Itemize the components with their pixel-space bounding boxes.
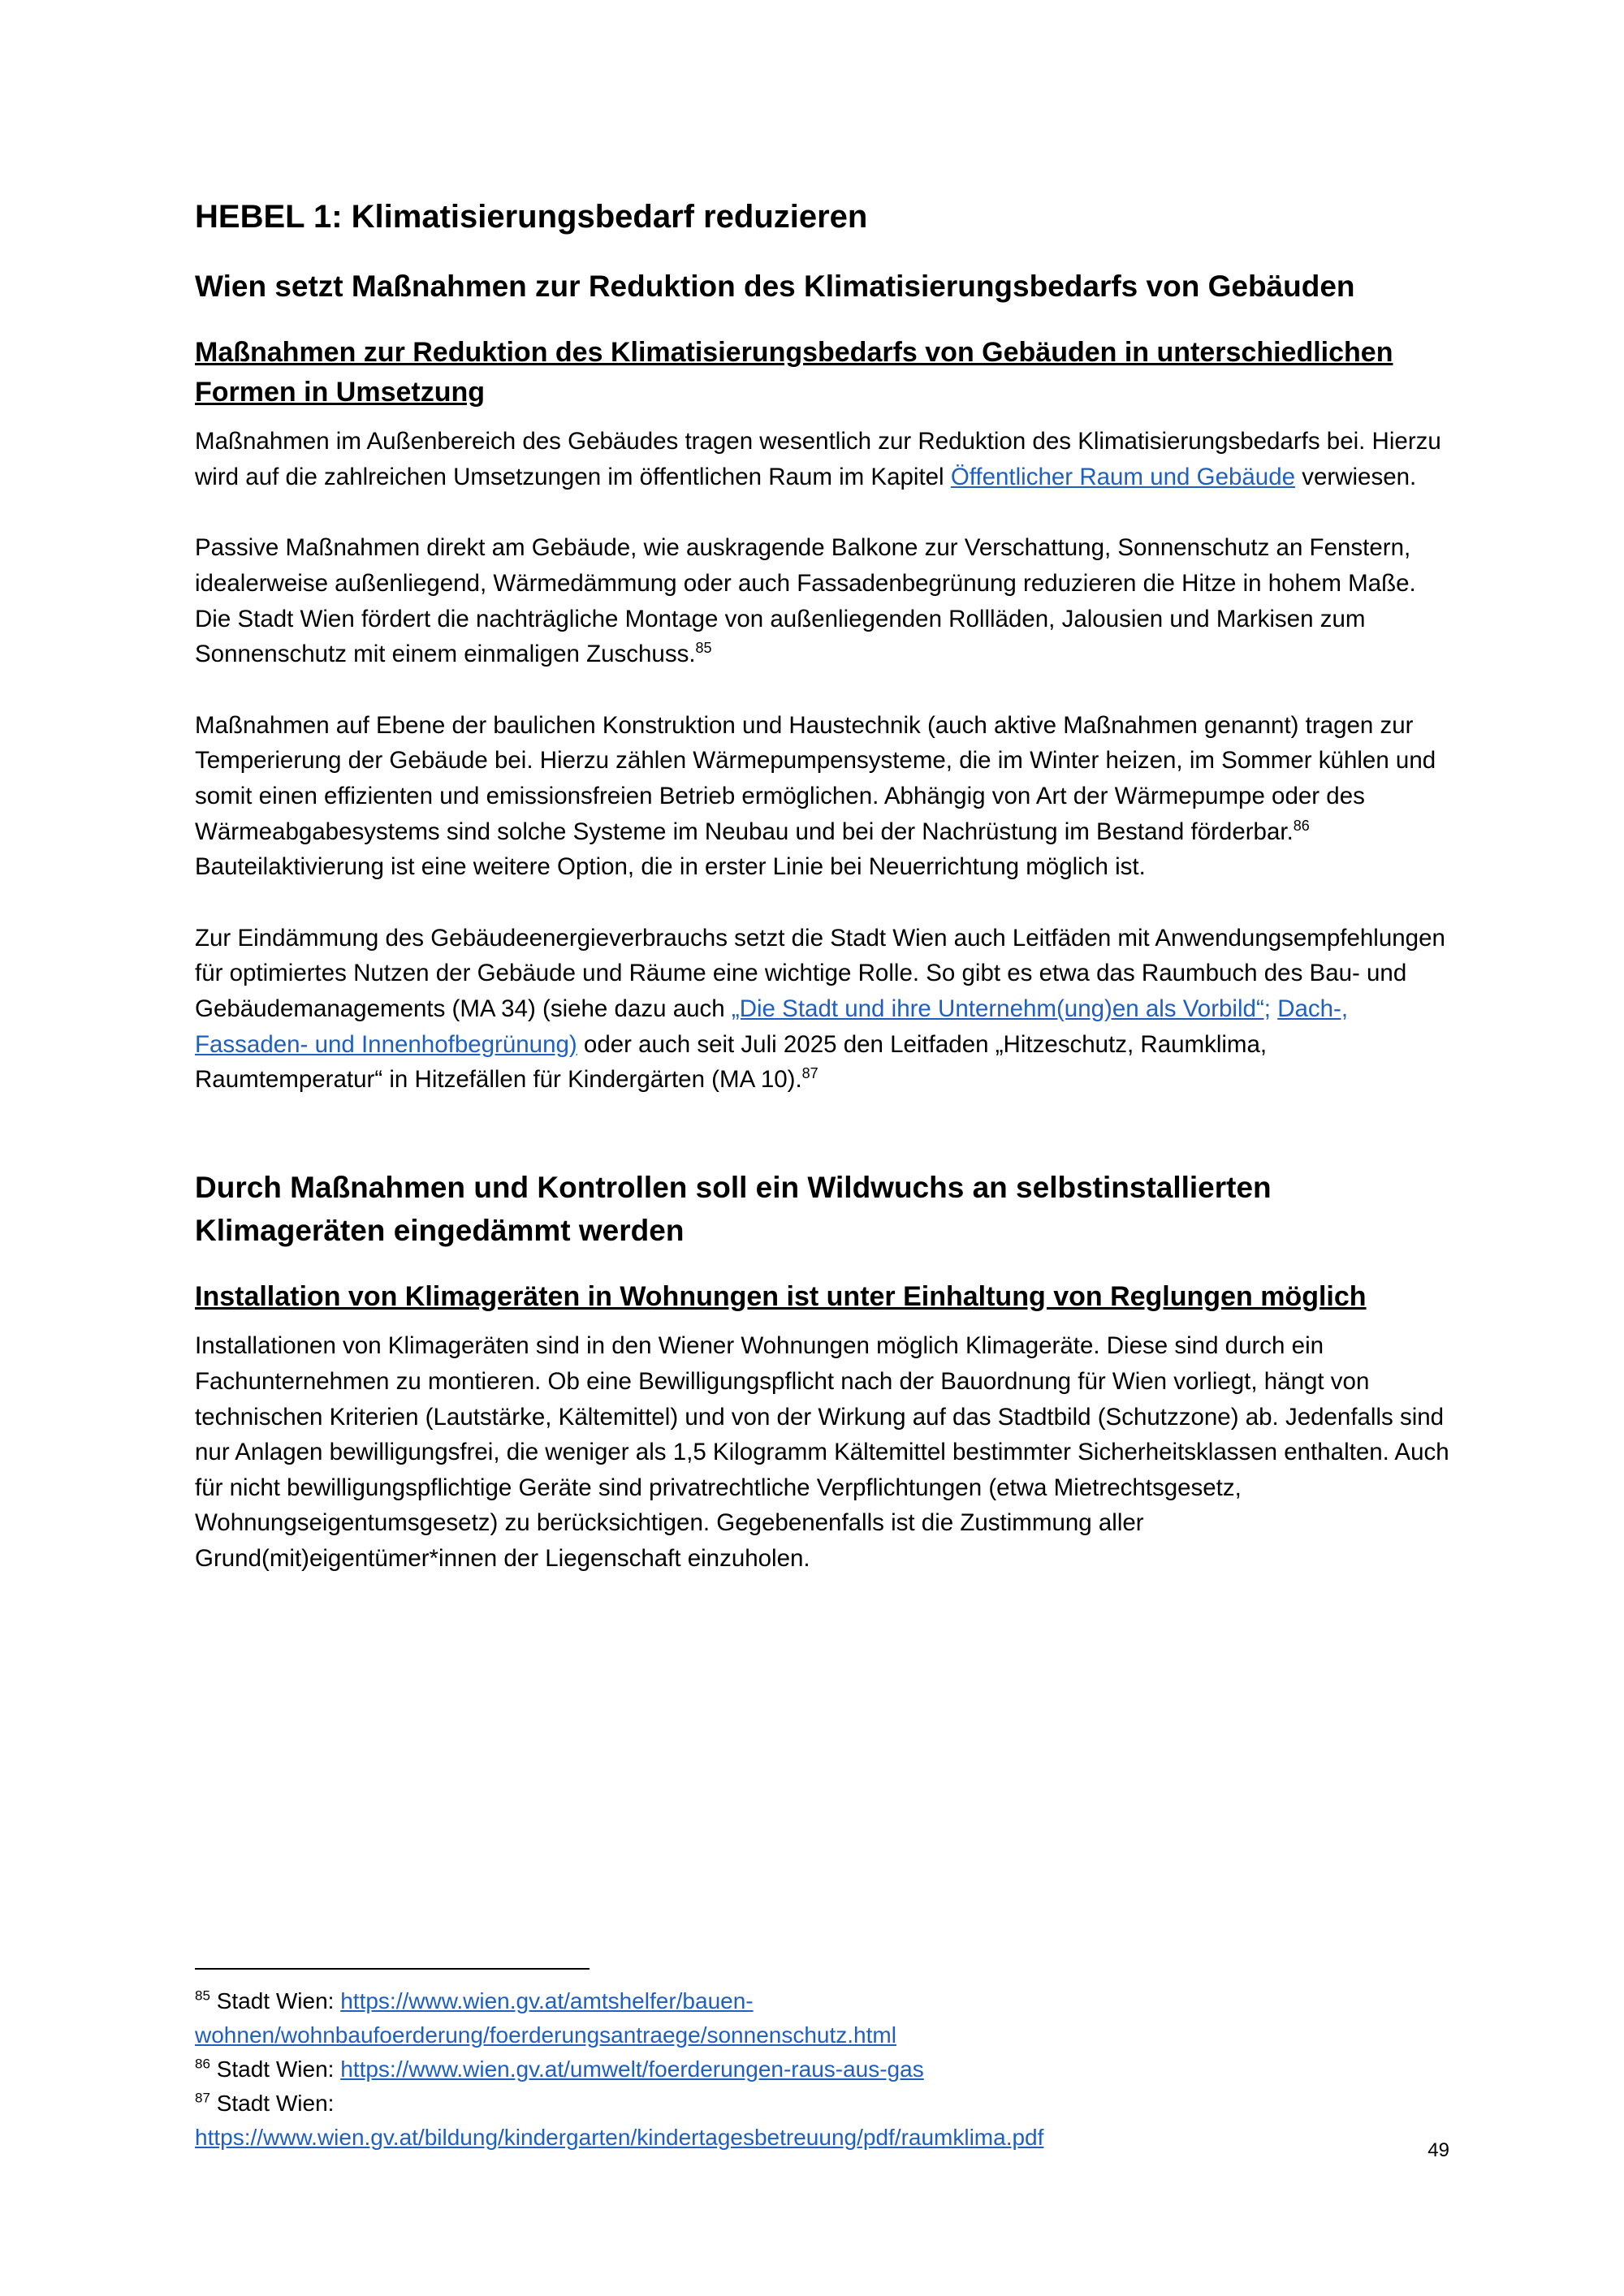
section-2-subtitle: Installation von Klimageräten in Wohnungen ist unter Einhaltung von Reglungen möglich bbox=[195, 1281, 1367, 1313]
footnote-85-link-part2[interactable]: wohnen/wohnbaufoerderung/foerderungsantraege/sonnenschutz.html bbox=[195, 2022, 896, 2048]
paragraph-passive-massnahmen: Passive Maßnahmen direkt am Gebäude, wie auskragende Balkone zur Verschattung, Sonnenschutz an Fenstern, idealerweise außenliegend, Wärmedämmung oder auch Fassadenbegrünung reduzieren die Hitze in hohem Maße. Die Stadt Wien fördert die nachträgliche Montage von außenliegenden Rollläden, Jalousien und Markisen zum Sonnenschutz mit einem einmaligen Zuschuss.$^{85}$ bbox=[195, 534, 1416, 668]
footnote-85: $^{85}$ Stadt Wien: https://www.wien.gv.at/amtshelfer/bauen- bbox=[195, 1987, 754, 2013]
footnote-87-cont bbox=[195, 2121, 1449, 2155]
footnote-86-link[interactable]: https://www.wien.gv.at/umwelt/foerderungen-raus-aus-gas bbox=[340, 2056, 924, 2082]
paragraph-klimageraete: Installationen von Klimageräten sind in den Wiener Wohnungen möglich Klimageräte. Diese sind durch ein Fachunternehmen zu montieren. Ob eine Bewilligungspflicht nach der Bauordnung für Wien vorliegt, hängt von technischen Kriterien (Lautstärke, Kältemittel) und von der Wirkung auf das Stadtbild (Schutzzone) ab. Jedenfalls sind nur Anlagen bewilligungsfrei, die weniger als 1,5 Kilogramm Kältemittel bestimmter Sicherheitsklassen enthalten. Auch für nicht bewilligungspflichtige Geräte sind privatrechtliche Verpflichtungen (etwa Mietrechtsgesetz, Wohnungseigentumsgesetz) zu berücksichtigen. Gegebenenfalls ist die Zustimmung aller Grund(mit)eigentümer*innen der Liegenschaft einzuholen. bbox=[195, 1332, 1449, 1572]
link-oeffentlicher-raum[interactable]: Öffentlicher Raum und Gebäude bbox=[950, 463, 1296, 490]
section-1-subtitle: Maßnahmen zur Reduktion des Klimatisierungsbedarfs von Gebäuden in unterschiedlichen Formen in Umsetzung bbox=[195, 336, 1393, 408]
hebel-heading: HEBEL 1: Klimatisierungsbedarf reduzieren bbox=[195, 199, 868, 235]
link-dach-fassaden-begruenung[interactable]: Dach-, Fassaden- und Innenhofbegrünung) bbox=[195, 995, 1349, 1058]
paragraph-aussenbereich: Maßnahmen im Außenbereich des Gebäudes tragen wesentlich zur Reduktion des Klimatisierungsbedarfs bei. Hierzu wird auf die zahlreichen Umsetzungen im öffentlichen Raum im Kapitel Öffentlicher Raum und Gebäude verwiesen. bbox=[195, 428, 1441, 490]
footnote-85-cont bbox=[195, 2018, 1449, 2052]
footnote-87-link[interactable]: https://www.wien.gv.at/bildung/kindergarten/kindertagesbetreuung/pdf/raumklima.pdf bbox=[195, 2125, 1044, 2150]
paragraph-haustechnik: Maßnahmen auf Ebene der baulichen Konstruktion und Haustechnik (auch aktive Maßnahmen genannt) tragen zur Temperierung der Gebäude bei. Hierzu zählen Wärmepumpensysteme, die im Winter heizen, im Sommer kühlen und somit einen effizienten und emissionsfreien Betrieb ermöglichen. Abhängig von Art der Wärmepumpe oder des Wärmeabgabesystems sind solche Systeme im Neubau und bei der Nachrüstung im Bestand förderbar.$^{86}$ Bauteilaktivierung ist eine weitere Option, die in erster Linie bei Neuerrichtung möglich ist. bbox=[195, 711, 1436, 881]
footnote-86: $^{86}$ Stadt Wien: https://www.wien.gv.at/umwelt/foerderungen-raus-aus-gas bbox=[195, 2056, 924, 2082]
footnote-separator bbox=[195, 1968, 590, 1970]
section-1-title: Wien setzt Maßnahmen zur Reduktion des Klimatisierungsbedarfs von Gebäuden bbox=[195, 270, 1355, 303]
page-number: 49 bbox=[1427, 2139, 1449, 2161]
footnote-87: $^{87}$ Stadt Wien: bbox=[195, 2090, 335, 2116]
link-stadt-vorbild[interactable]: „Die Stadt und ihre Unternehm(ung)en als Vorbild“; bbox=[731, 995, 1271, 1022]
section-spacer bbox=[195, 1133, 1449, 1166]
footnote-ref-85: 85 bbox=[695, 640, 712, 657]
paragraph-leitfaeden: Zur Eindämmung des Gebäudeenergieverbrauchs setzt die Stadt Wien auch Leitfäden mit Anwendungsempfehlungen für optimiertes Nutzen der Gebäude und Räume eine wichtige Rolle. So gibt es etwa das Raumbuch des Bau- und Gebäudemanagements (MA 34) (siehe dazu auch „Die Stadt und ihre Unternehm(ung)en als Vorbild“; Dach-, Fassaden- und Innenhofbegrünung) oder auch seit Juli 2025 den Leitfaden „Hitzeschutz, Raumklima, Raumtemperatur“ in Hitzefällen für Kindergärten (MA 10).$^{87}$ bbox=[195, 924, 1445, 1094]
footnotes bbox=[195, 1968, 1449, 2155]
footnote-ref-86: 86 bbox=[1293, 817, 1310, 834]
footnote-85-link-part1[interactable]: https://www.wien.gv.at/amtshelfer/bauen- bbox=[340, 1988, 754, 2013]
page-content bbox=[195, 187, 1449, 1576]
footnote-ref-87: 87 bbox=[801, 1065, 818, 1082]
section-2-title: Durch Maßnahmen und Kontrollen soll ein Wildwuchs an selbstinstallierten Klimageräten eingedämmt werden bbox=[195, 1170, 1272, 1248]
